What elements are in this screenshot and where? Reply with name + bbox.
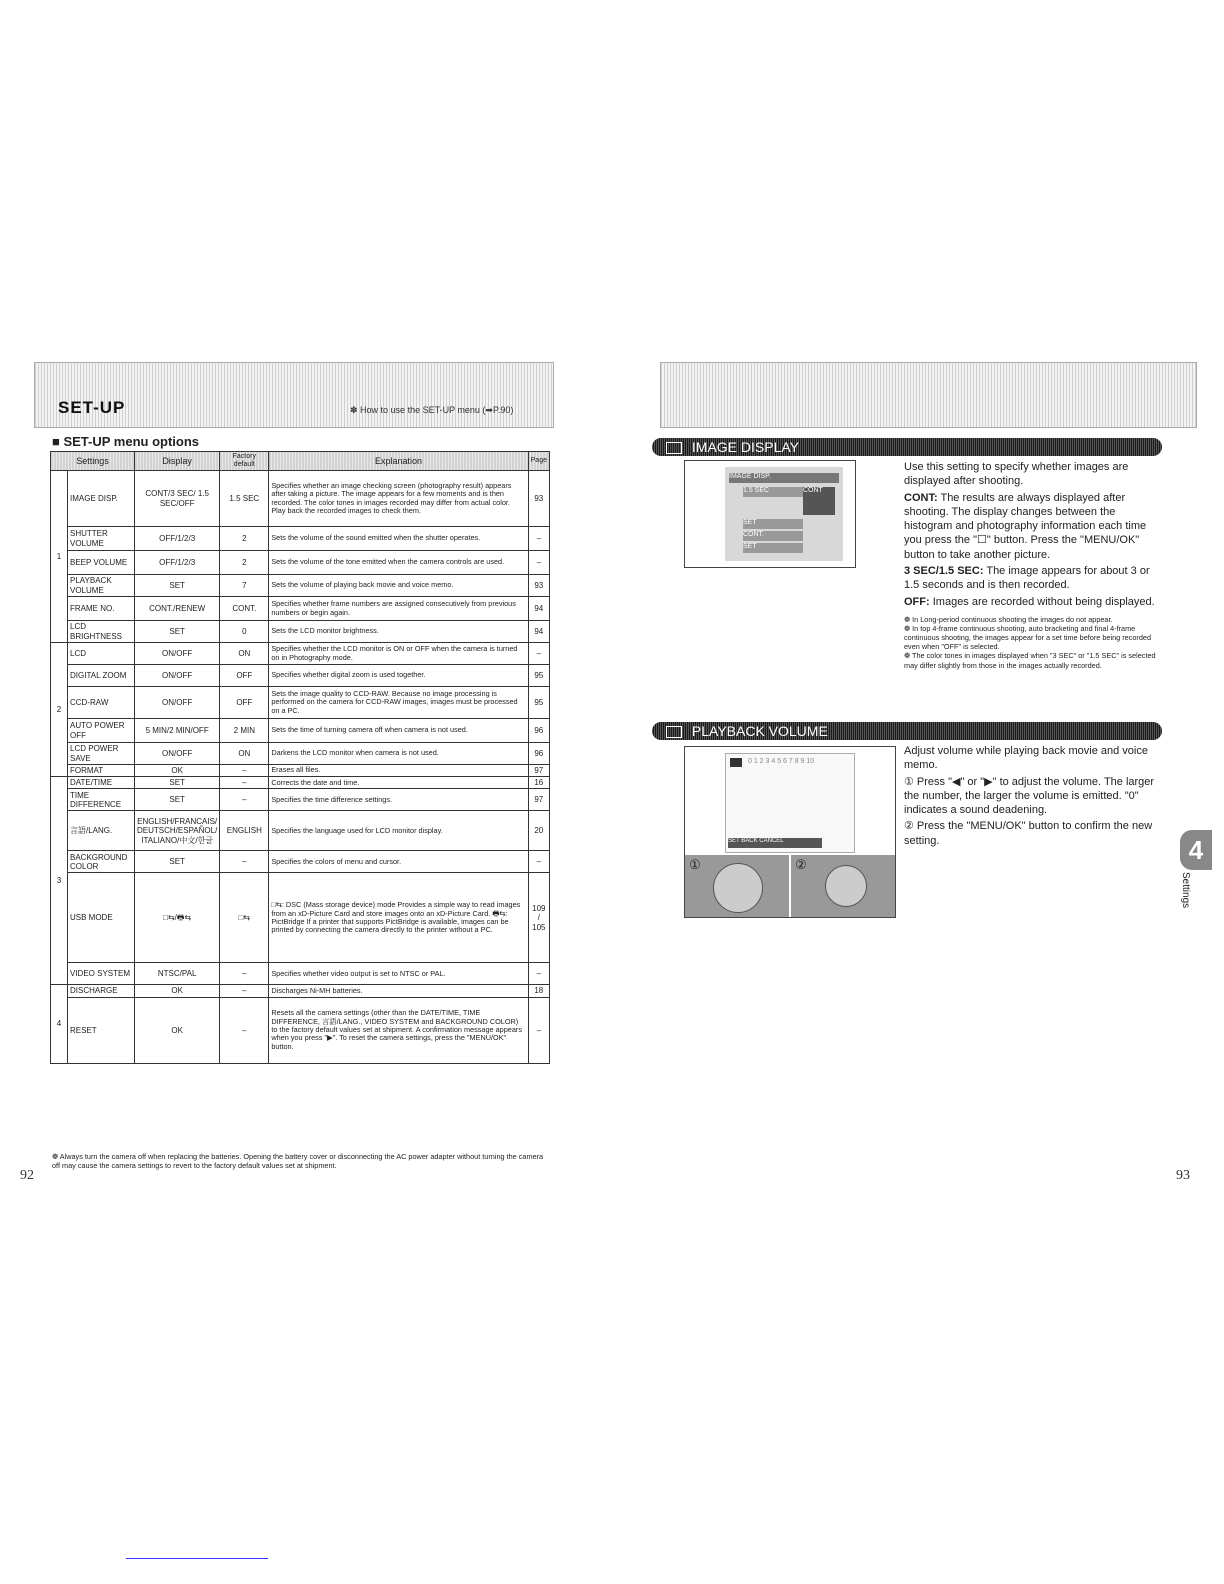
bottom-rule bbox=[126, 1558, 268, 1559]
page-ref: – bbox=[528, 551, 549, 575]
explanation: Erases all files. bbox=[269, 765, 528, 777]
page-ref: 16 bbox=[528, 777, 549, 789]
menu-item: SET bbox=[743, 519, 803, 529]
page-ref: 95 bbox=[528, 687, 549, 719]
image-display-note: ❁ In Long-period continuous shooting the images do not appear. bbox=[904, 614, 1113, 624]
section-title: SET-UP bbox=[58, 398, 126, 417]
setup-header-bar bbox=[34, 362, 554, 428]
page-ref: – bbox=[528, 527, 549, 551]
playback-step-2: ② Press the "MENU/OK" button to confirm the new setting. bbox=[904, 820, 1153, 847]
explanation: Specifies whether an image checking screen (photography result) appears after taking a picture. The image appears for a few moments and is then recorded. The color tones in images recorded may differ from actual color. Play back the recorded images to check them. bbox=[269, 471, 528, 527]
factory-default: – bbox=[220, 765, 269, 777]
setting-name: LCD bbox=[68, 643, 135, 665]
right-header-bar bbox=[660, 362, 1197, 428]
volume-screen bbox=[725, 753, 855, 853]
factory-default: 2 bbox=[220, 551, 269, 575]
menu-item: CONT. bbox=[743, 531, 803, 541]
menu-item: 1.5 SEC bbox=[743, 487, 803, 497]
page-ref: 94 bbox=[528, 597, 549, 621]
setting-name: FORMAT bbox=[68, 765, 135, 777]
explanation: Specifies whether video output is set to NTSC or PAL. bbox=[269, 963, 528, 985]
control-pad-photo bbox=[685, 855, 789, 917]
header-factory-default: Factory default bbox=[220, 452, 269, 471]
setting-name: IMAGE DISP. bbox=[68, 471, 135, 527]
sec-option bbox=[904, 564, 1164, 593]
table-row bbox=[51, 873, 550, 963]
page-number-left: 92 bbox=[20, 1168, 34, 1183]
display-values: SET bbox=[135, 851, 220, 873]
chapter-label: Settings bbox=[1180, 872, 1191, 909]
explanation: Specifies whether frame numbers are assigned consecutively from previous numbers or begin again. bbox=[269, 597, 528, 621]
page-ref: – bbox=[528, 643, 549, 665]
group-number: 2 bbox=[51, 643, 68, 777]
setting-name: DATE/TIME bbox=[68, 777, 135, 789]
table-row bbox=[51, 575, 550, 597]
playback-step-1: ① Press "◀" or "▶" to adjust the volume. The larger the number, the larger the volume is emitted. "0" indicates a sound deadening. bbox=[904, 775, 1155, 817]
table-row bbox=[51, 765, 550, 777]
image-display-screenshot bbox=[684, 460, 856, 568]
explanation: Specifies the time difference settings. bbox=[269, 789, 528, 811]
page-ref: – bbox=[528, 997, 549, 1063]
factory-default: 7 bbox=[220, 575, 269, 597]
explanation: Resets all the camera settings (other than the DATE/TIME, TIME DIFFERENCE, 言語/LANG., VIDEO SYSTEM and BACKGROUND COLOR) to the factory default values set at shipment. A confirmation message appears when you press "▶". To reset the camera settings, press the "MENU/OK" button. bbox=[269, 997, 528, 1063]
playback-volume-intro: Adjust volume while playing back movie and voice memo. bbox=[904, 745, 1148, 772]
explanation: Corrects the date and time. bbox=[269, 777, 528, 789]
display-values: NTSC/PAL bbox=[135, 963, 220, 985]
explanation: Specifies whether digital zoom is used together. bbox=[269, 665, 528, 687]
image-display-note: ❁ In top 4-frame continuous shooting, auto bracketing and final 4-frame continuous shooting, the images appear for a set time before being recorded even when "OFF" is selected. bbox=[904, 624, 1152, 652]
group-number: 4 bbox=[51, 985, 68, 1063]
playback-volume-screenshot bbox=[684, 746, 896, 918]
factory-default: OFF bbox=[220, 687, 269, 719]
table-row bbox=[51, 665, 550, 687]
explanation: Sets the time of turning camera off when camera is not used. bbox=[269, 719, 528, 743]
setting-name: PLAYBACK VOLUME bbox=[68, 575, 135, 597]
display-values: OK bbox=[135, 985, 220, 997]
dpad-icon bbox=[713, 863, 763, 913]
screen-buttons: SET BACK CANCEL bbox=[728, 838, 822, 848]
chapter-tab: 4 bbox=[1180, 830, 1212, 870]
factory-default: ENGLISH bbox=[220, 811, 269, 851]
page-ref: 96 bbox=[528, 743, 549, 765]
setting-name: 言語/LANG. bbox=[68, 811, 135, 851]
display-values: SET bbox=[135, 789, 220, 811]
explanation: Sets the volume of the sound emitted when the shutter operates. bbox=[269, 527, 528, 551]
header-settings: Settings bbox=[51, 452, 135, 471]
group-number: 3 bbox=[51, 777, 68, 985]
table-row bbox=[51, 997, 550, 1063]
setting-name: CCD-RAW bbox=[68, 687, 135, 719]
page-ref: 97 bbox=[528, 765, 549, 777]
display-values: ON/OFF bbox=[135, 643, 220, 665]
table-body bbox=[51, 471, 550, 1064]
display-values: SET bbox=[135, 777, 220, 789]
table-row bbox=[51, 643, 550, 665]
factory-default: – bbox=[220, 997, 269, 1063]
menu-item-selected: CONT bbox=[803, 487, 835, 515]
menu-title-item: IMAGE DISP. bbox=[729, 473, 839, 483]
cont-label: CONT: bbox=[904, 491, 938, 504]
menu-heading: ■ SET-UP menu options bbox=[52, 434, 200, 449]
page-ref: – bbox=[528, 963, 549, 985]
display-values: CONT./RENEW bbox=[135, 597, 220, 621]
explanation: Sets the volume of the tone emitted when the camera controls are used. bbox=[269, 551, 528, 575]
setting-name: TIME DIFFERENCE bbox=[68, 789, 135, 811]
display-values: OK bbox=[135, 997, 220, 1063]
table-row bbox=[51, 851, 550, 873]
setting-name: FRAME NO. bbox=[68, 597, 135, 621]
display-values: 5 MIN/2 MIN/OFF bbox=[135, 719, 220, 743]
off-label: OFF: bbox=[904, 595, 930, 608]
cont-text: The results are always displayed after shooting. The display changes between the histogram and photography information each time you press the "☐" button. Press the "MENU/OK" button to take another picture. bbox=[904, 491, 1147, 561]
page-ref: 97 bbox=[528, 789, 549, 811]
table-row bbox=[51, 597, 550, 621]
factory-default: 2 bbox=[220, 527, 269, 551]
page-ref: 93 bbox=[528, 575, 549, 597]
step-1-marker: ① bbox=[689, 857, 701, 872]
image-display-body bbox=[904, 460, 1164, 670]
page-ref: – bbox=[528, 851, 549, 873]
factory-default: OFF bbox=[220, 665, 269, 687]
explanation: □⇆: DSC (Mass storage device) mode Provides a simple way to read images from an xD-Picture Card and store images onto an xD-Picture Card. 🖶⇆: PictBridge If a printer that supports PictBridge is available, images can be printed by connecting the camera directly to the printer without a PC. bbox=[269, 873, 528, 963]
display-values: ON/OFF bbox=[135, 687, 220, 719]
sec-text: The image appears for about 3 or 1.5 seconds and is then recorded. bbox=[904, 565, 1150, 592]
setting-name: BACKGROUND COLOR bbox=[68, 851, 135, 873]
explanation: Darkens the LCD monitor when camera is not used. bbox=[269, 743, 528, 765]
menu-screen bbox=[725, 467, 843, 561]
playback-volume-body bbox=[904, 744, 1164, 848]
image-display-icon bbox=[666, 442, 682, 454]
image-display-title: IMAGE DISPLAY bbox=[691, 439, 799, 455]
display-values: ON/OFF bbox=[135, 665, 220, 687]
sec-label: 3 SEC/1.5 SEC: bbox=[904, 565, 984, 578]
page-ref: 95 bbox=[528, 665, 549, 687]
page-ref: 94 bbox=[528, 621, 549, 643]
setting-name: BEEP VOLUME bbox=[68, 551, 135, 575]
header-page: Page bbox=[528, 452, 549, 471]
table-row bbox=[51, 777, 550, 789]
table-row bbox=[51, 985, 550, 997]
playback-volume-title: PLAYBACK VOLUME bbox=[691, 723, 828, 739]
setting-name: AUTO POWER OFF bbox=[68, 719, 135, 743]
page-ref: 20 bbox=[528, 811, 549, 851]
page-ref: 109 / 105 bbox=[528, 873, 549, 963]
table-row bbox=[51, 789, 550, 811]
factory-default: ON bbox=[220, 743, 269, 765]
factory-default: – bbox=[220, 789, 269, 811]
image-display-note: ❁ The color tones in images displayed when "3 SEC" or "1.5 SEC" is selected may differ slightly from those in the images actually recorded. bbox=[904, 651, 1156, 670]
table-row bbox=[51, 471, 550, 527]
factory-default: 1.5 SEC bbox=[220, 471, 269, 527]
factory-default: – bbox=[220, 777, 269, 789]
table-row bbox=[51, 621, 550, 643]
table-header-row bbox=[51, 452, 550, 471]
factory-default: 0 bbox=[220, 621, 269, 643]
display-values: OFF/1/2/3 bbox=[135, 527, 220, 551]
display-values: SET bbox=[135, 621, 220, 643]
explanation: Sets the LCD monitor brightness. bbox=[269, 621, 528, 643]
page-ref: 93 bbox=[528, 471, 549, 527]
factory-default: □⇆ bbox=[220, 873, 269, 963]
menu-button-photo bbox=[791, 855, 895, 917]
group-number: 1 bbox=[51, 471, 68, 643]
display-values: ENGLISH/FRANCAIS/ DEUTSCH/ESPAÑOL/ ITALIANO/中文/한글 bbox=[135, 811, 220, 851]
setting-name: VIDEO SYSTEM bbox=[68, 963, 135, 985]
page-ref: 96 bbox=[528, 719, 549, 743]
step-2-marker: ② bbox=[795, 857, 807, 872]
menu-ok-button-icon bbox=[825, 865, 867, 907]
setting-name: DISCHARGE bbox=[68, 985, 135, 997]
display-values: CONT/3 SEC/ 1.5 SEC/OFF bbox=[135, 471, 220, 527]
speaker-icon bbox=[666, 726, 682, 738]
setting-name: USB MODE bbox=[68, 873, 135, 963]
table-row bbox=[51, 551, 550, 575]
setting-name: LCD BRIGHTNESS bbox=[68, 621, 135, 643]
display-values: SET bbox=[135, 575, 220, 597]
factory-default: ON bbox=[220, 643, 269, 665]
display-values: ON/OFF bbox=[135, 743, 220, 765]
footnote: ❁ Always turn the camera off when replacing the batteries. Opening the battery cover or disconnecting the AC power adapter without turning the camera off may cause the camera settings to revert to the factory default values set at shipment. bbox=[52, 1152, 544, 1171]
menu-item: SET bbox=[743, 543, 803, 553]
off-text: Images are recorded without being displayed. bbox=[932, 595, 1155, 608]
page-number-right: 93 bbox=[1176, 1168, 1190, 1183]
speaker-icon bbox=[730, 758, 742, 767]
howto-link: ✽ How to use the SET-UP menu (➡P.90) bbox=[350, 405, 514, 415]
explanation: Discharges Ni-MH batteries. bbox=[269, 985, 528, 997]
display-values: OFF/1/2/3 bbox=[135, 551, 220, 575]
image-display-intro: Use this setting to specify whether images are displayed after shooting. bbox=[904, 461, 1129, 488]
table-row bbox=[51, 811, 550, 851]
factory-default: 2 MIN bbox=[220, 719, 269, 743]
factory-default: – bbox=[220, 985, 269, 997]
table-row bbox=[51, 963, 550, 985]
display-values: □⇆/🖶⇆ bbox=[135, 873, 220, 963]
explanation: Sets the volume of playing back movie and voice memo. bbox=[269, 575, 528, 597]
explanation: Specifies the language used for LCD monitor display. bbox=[269, 811, 528, 851]
setting-name: DIGITAL ZOOM bbox=[68, 665, 135, 687]
header-display: Display bbox=[135, 452, 220, 471]
setting-name: RESET bbox=[68, 997, 135, 1063]
header-explanation: Explanation bbox=[269, 452, 528, 471]
table-row bbox=[51, 527, 550, 551]
setting-name: SHUTTER VOLUME bbox=[68, 527, 135, 551]
playback-volume-title-bar bbox=[652, 722, 1162, 740]
factory-default: – bbox=[220, 963, 269, 985]
setting-name: LCD POWER SAVE bbox=[68, 743, 135, 765]
setup-options-table bbox=[50, 451, 550, 1064]
factory-default: CONT. bbox=[220, 597, 269, 621]
cont-option bbox=[904, 491, 1164, 562]
table-row bbox=[51, 687, 550, 719]
explanation: Sets the image quality to CCD-RAW. Because no image processing is performed on the camera for CCD-RAW images, images must be processed on a PC. bbox=[269, 687, 528, 719]
factory-default: – bbox=[220, 851, 269, 873]
image-display-title-bar bbox=[652, 438, 1162, 456]
explanation: Specifies whether the LCD monitor is ON or OFF when the camera is turned on in Photography mode. bbox=[269, 643, 528, 665]
display-values: OK bbox=[135, 765, 220, 777]
volume-scale: 0 1 2 3 4 5 6 7 8 9 10 bbox=[748, 758, 815, 765]
page-ref: 18 bbox=[528, 985, 549, 997]
explanation: Specifies the colors of menu and cursor. bbox=[269, 851, 528, 873]
table-row bbox=[51, 743, 550, 765]
off-option bbox=[904, 595, 1164, 609]
table-row bbox=[51, 719, 550, 743]
